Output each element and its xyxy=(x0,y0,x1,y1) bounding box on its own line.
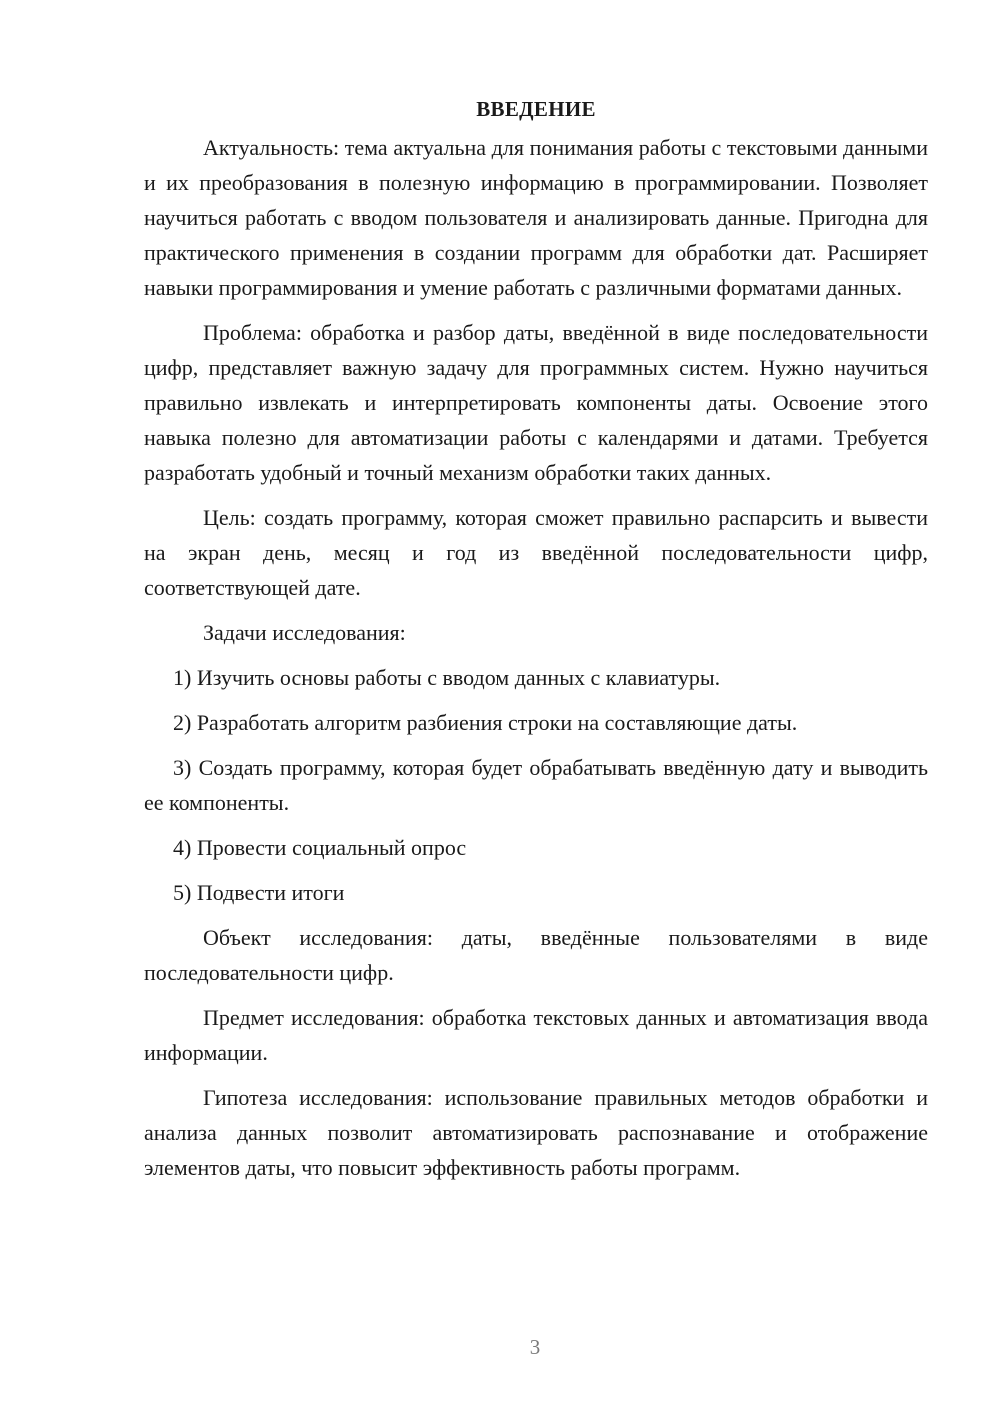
paragraph-relevance: Актуальность: тема актуальна для понимания работы с текстовыми данными и их преобразования в полезную информацию в программировании. Позволяет научиться работать с вводом пользователя и анализировать данные. Пригодна для практического применения в создании программ для обработки дат. Расширяет навыки программирования и умение работать с различными форматами данных. xyxy=(144,135,928,300)
page-number: 3 xyxy=(529,1335,541,1359)
paragraph-subject: Предмет исследования: обработка текстовых данных и автоматизация ввода информации. xyxy=(144,1005,928,1065)
task-item: 1) Изучить основы работы с вводом данных с клавиатуры. xyxy=(173,665,721,690)
paragraph-problem: Проблема: обработка и разбор даты, введённой в виде последовательности цифр, представляет важную задачу для программных систем. Нужно научиться правильно извлекать и интерпретировать компоненты даты. Освоение этого навыка полезно для автоматизации работы с календарями и датами. Требуется разработать удобный и точный механизм обработки таких данных. xyxy=(144,320,928,485)
task-item: 3) Создать программу, которая будет обрабатывать введённую дату и выводить ее компоненты. xyxy=(144,755,928,815)
paragraph-hypothesis: Гипотеза исследования: использование правильных методов обработки и анализа данных позволит автоматизировать распознавание и отображение элементов даты, что повысит эффективность работы программ. xyxy=(144,1085,928,1180)
tasks-list xyxy=(144,660,928,910)
page-title: ВВЕДЕНИЕ xyxy=(476,97,596,121)
task-item: 4) Провести социальный опрос xyxy=(173,835,467,860)
task-item: 2) Разработать алгоритм разбиения строки на составляющие даты. xyxy=(173,710,798,735)
paragraph-goal: Цель: создать программу, которая сможет правильно распарсить и вывести на экран день, месяц и год из введённой последовательности цифр, соответствующей дате. xyxy=(144,505,928,600)
paragraph-object: Объект исследования: даты, введённые пользователями в виде последовательности цифр. xyxy=(144,925,928,985)
document-body xyxy=(144,94,928,1195)
task-item: 5) Подвести итоги xyxy=(173,880,345,905)
tasks-heading: Задачи исследования: xyxy=(203,620,406,645)
